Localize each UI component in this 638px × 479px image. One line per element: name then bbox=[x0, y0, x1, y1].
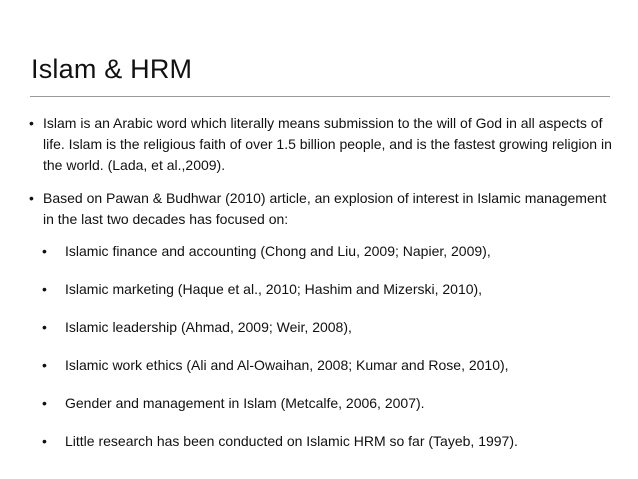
sub-bullet-list bbox=[27, 241, 613, 452]
sub-bullet-leadership: • Islamic leadership (Ahmad, 2009; Weir, 2008), bbox=[39, 317, 613, 338]
bullet-islamic-management-interest: • Based on Pawan & Budhwar (2010) article, an explosion of interest in Islamic management in the last two decades has focused on: bbox=[27, 188, 613, 230]
sub-bullet-marketing: • Islamic marketing (Haque et al., 2010; Hashim and Mizerski, 2010), bbox=[39, 279, 613, 300]
sub-bullet-finance: • Islamic finance and accounting (Chong and Liu, 2009; Napier, 2009), bbox=[39, 241, 613, 262]
bullet-islam-definition: • Islam is an Arabic word which literally means submission to the will of God in all aspects of life. Islam is the religious faith of over 1.5 billion people, and is the fastest growing religion in the world. (Lada, et al.,2009). bbox=[27, 113, 613, 176]
sub-bullet-gender: • Gender and management in Islam (Metcalfe, 2006, 2007). bbox=[39, 393, 613, 414]
slide-title: Islam & HRM bbox=[31, 54, 193, 84]
sub-bullet-work-ethics: • Islamic work ethics (Ali and Al-Owaihan, 2008; Kumar and Rose, 2010), bbox=[39, 355, 613, 376]
sub-bullet-islamic-hrm: • Little research has been conducted on Islamic HRM so far (Tayeb, 1997). bbox=[39, 431, 613, 452]
slide-body bbox=[27, 113, 613, 469]
title-divider bbox=[30, 96, 610, 97]
